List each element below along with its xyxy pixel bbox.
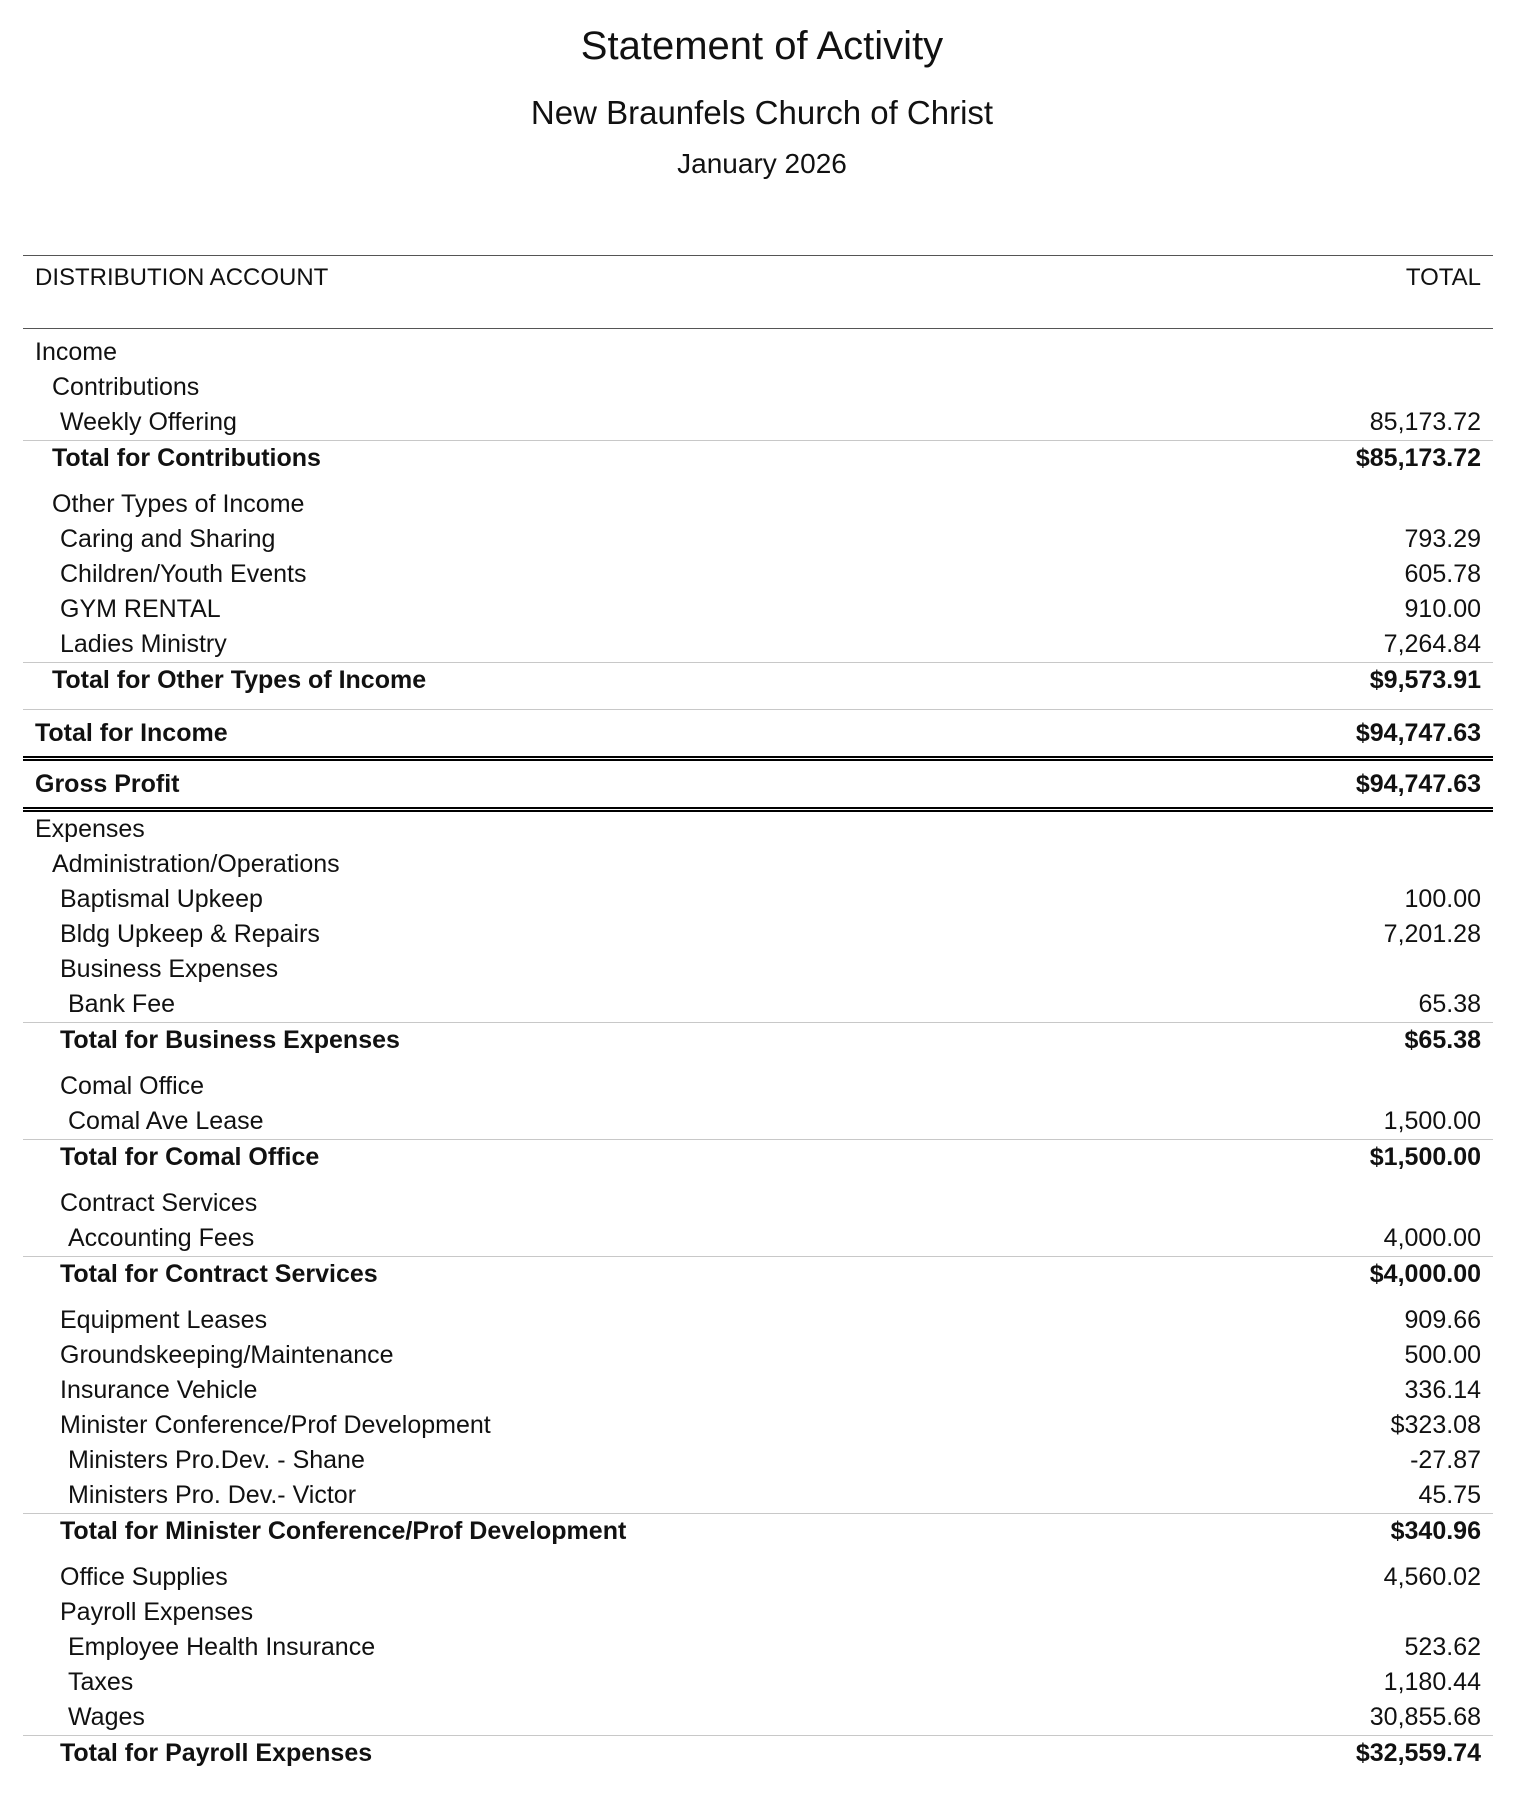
row-label: Total for Contributions bbox=[52, 444, 321, 472]
table-row bbox=[23, 1665, 1493, 1700]
table-row bbox=[23, 1443, 1493, 1478]
table-row bbox=[23, 1338, 1493, 1373]
total-minister-development-row bbox=[23, 1513, 1493, 1549]
table-row bbox=[23, 1104, 1493, 1139]
row-label: Contributions bbox=[52, 373, 200, 401]
row-label: Payroll Expenses bbox=[60, 1598, 254, 1626]
table-row bbox=[23, 1373, 1493, 1408]
table-row bbox=[23, 1630, 1493, 1665]
row-label: Ladies Ministry bbox=[60, 630, 227, 658]
row-label: Ministers Pro.Dev. - Shane bbox=[68, 1446, 365, 1474]
group-administration bbox=[23, 847, 1493, 882]
table-row bbox=[23, 987, 1493, 1022]
row-amount: 1,500.00 bbox=[1383, 1107, 1481, 1135]
row-label: Total for Minister Conference/Prof Development bbox=[60, 1517, 627, 1545]
row-label: Total for Income bbox=[35, 719, 228, 747]
row-amount: 85,173.72 bbox=[1369, 408, 1481, 436]
group-business-expenses bbox=[23, 952, 1493, 987]
group-minister-development bbox=[23, 1408, 1493, 1443]
row-label: Gross Profit bbox=[35, 770, 180, 798]
row-amount: 100.00 bbox=[1404, 885, 1481, 913]
row-label: Children/Youth Events bbox=[60, 560, 307, 588]
row-label: Total for Other Types of Income bbox=[52, 666, 427, 694]
table-row bbox=[23, 917, 1493, 952]
report-period: January 2026 bbox=[677, 148, 847, 179]
table-row bbox=[23, 1303, 1493, 1338]
row-label: Groundskeeping/Maintenance bbox=[60, 1341, 394, 1369]
row-label: Total for Contract Services bbox=[60, 1260, 378, 1288]
row-amount: 65.38 bbox=[1418, 990, 1481, 1018]
row-amount: 1,180.44 bbox=[1383, 1668, 1481, 1696]
table-row bbox=[23, 557, 1493, 592]
row-label: Baptismal Upkeep bbox=[60, 885, 263, 913]
row-label: Bank Fee bbox=[68, 990, 176, 1018]
row-amount: 523.62 bbox=[1404, 1633, 1481, 1661]
table-row bbox=[23, 627, 1493, 662]
gross-profit-row bbox=[23, 756, 1493, 812]
row-label: Equipment Leases bbox=[60, 1306, 268, 1334]
table-row bbox=[23, 592, 1493, 627]
group-contributions bbox=[23, 370, 1493, 405]
total-business-expenses-row bbox=[23, 1022, 1493, 1058]
row-label: Employee Health Insurance bbox=[68, 1633, 376, 1661]
row-amount: 910.00 bbox=[1404, 595, 1481, 623]
row-amount: $65.38 bbox=[1404, 1026, 1481, 1054]
row-amount: $340.96 bbox=[1390, 1517, 1481, 1545]
row-label: Ministers Pro. Dev.- Victor bbox=[68, 1481, 357, 1509]
total-contributions-row bbox=[23, 440, 1493, 476]
total-contract-services-row bbox=[23, 1256, 1493, 1292]
row-amount: 909.66 bbox=[1404, 1306, 1481, 1334]
row-amount: 30,855.68 bbox=[1369, 1703, 1481, 1731]
row-label: Administration/Operations bbox=[52, 850, 340, 878]
row-label: Income bbox=[35, 338, 117, 366]
row-amount: 4,000.00 bbox=[1383, 1224, 1481, 1252]
account-column-header: DISTRIBUTION ACCOUNT bbox=[35, 264, 329, 291]
row-label: Expenses bbox=[35, 815, 145, 843]
row-amount: $9,573.91 bbox=[1369, 666, 1481, 694]
row-amount: 500.00 bbox=[1404, 1341, 1481, 1369]
section-income bbox=[23, 335, 1493, 370]
row-amount: $323.08 bbox=[1390, 1411, 1481, 1439]
group-other-income bbox=[23, 487, 1493, 522]
row-label: Business Expenses bbox=[60, 955, 279, 983]
row-amount: 793.29 bbox=[1404, 525, 1481, 553]
report-title: Statement of Activity bbox=[580, 24, 944, 68]
row-label: Caring and Sharing bbox=[60, 525, 276, 553]
row-label: Bldg Upkeep & Repairs bbox=[60, 920, 320, 948]
table-row bbox=[23, 522, 1493, 557]
table-row bbox=[23, 1478, 1493, 1513]
row-amount: 605.78 bbox=[1404, 560, 1481, 588]
table-row bbox=[23, 882, 1493, 917]
row-amount: 4,560.02 bbox=[1383, 1563, 1481, 1591]
group-payroll-expenses bbox=[23, 1595, 1493, 1630]
row-label: Total for Comal Office bbox=[60, 1143, 320, 1171]
row-label: Comal Ave Lease bbox=[68, 1107, 264, 1135]
row-amount: $85,173.72 bbox=[1355, 444, 1481, 472]
row-label: Comal Office bbox=[60, 1072, 205, 1100]
row-amount: $4,000.00 bbox=[1369, 1260, 1481, 1288]
row-amount: $1,500.00 bbox=[1369, 1143, 1481, 1171]
table-row bbox=[23, 1560, 1493, 1595]
row-label: Contract Services bbox=[60, 1189, 258, 1217]
row-amount: $32,559.74 bbox=[1355, 1739, 1481, 1767]
organization-name: New Braunfels Church of Christ bbox=[530, 94, 994, 131]
section-expenses bbox=[23, 812, 1493, 847]
row-amount: 7,264.84 bbox=[1383, 630, 1481, 658]
row-label: Office Supplies bbox=[60, 1563, 228, 1591]
row-label: GYM RENTAL bbox=[60, 595, 221, 623]
row-label: Weekly Offering bbox=[60, 408, 237, 436]
row-label: Other Types of Income bbox=[52, 490, 305, 518]
group-contract-services bbox=[23, 1186, 1493, 1221]
row-label: Total for Payroll Expenses bbox=[60, 1739, 373, 1767]
row-amount: 45.75 bbox=[1418, 1481, 1481, 1509]
table-row bbox=[23, 405, 1493, 440]
row-label: Taxes bbox=[68, 1668, 134, 1696]
total-comal-office-row bbox=[23, 1139, 1493, 1175]
statement-table bbox=[23, 255, 1493, 1771]
total-column-header: TOTAL bbox=[1405, 264, 1481, 291]
row-label: Minister Conference/Prof Development bbox=[60, 1411, 491, 1439]
column-header bbox=[23, 255, 1493, 329]
total-payroll-expenses-row bbox=[23, 1735, 1493, 1771]
row-amount: 336.14 bbox=[1404, 1376, 1481, 1404]
row-label: Insurance Vehicle bbox=[60, 1376, 258, 1404]
row-label: Total for Business Expenses bbox=[60, 1026, 400, 1054]
table-row bbox=[23, 1700, 1493, 1735]
row-amount: 7,201.28 bbox=[1383, 920, 1481, 948]
row-amount: $94,747.63 bbox=[1355, 770, 1481, 798]
row-amount: $94,747.63 bbox=[1355, 719, 1481, 747]
row-label: Wages bbox=[68, 1703, 145, 1731]
group-comal-office bbox=[23, 1069, 1493, 1104]
row-amount: -27.87 bbox=[1410, 1446, 1481, 1474]
total-other-income-row bbox=[23, 662, 1493, 698]
row-label: Accounting Fees bbox=[68, 1224, 255, 1252]
total-income-row bbox=[23, 709, 1493, 756]
table-row bbox=[23, 1221, 1493, 1256]
